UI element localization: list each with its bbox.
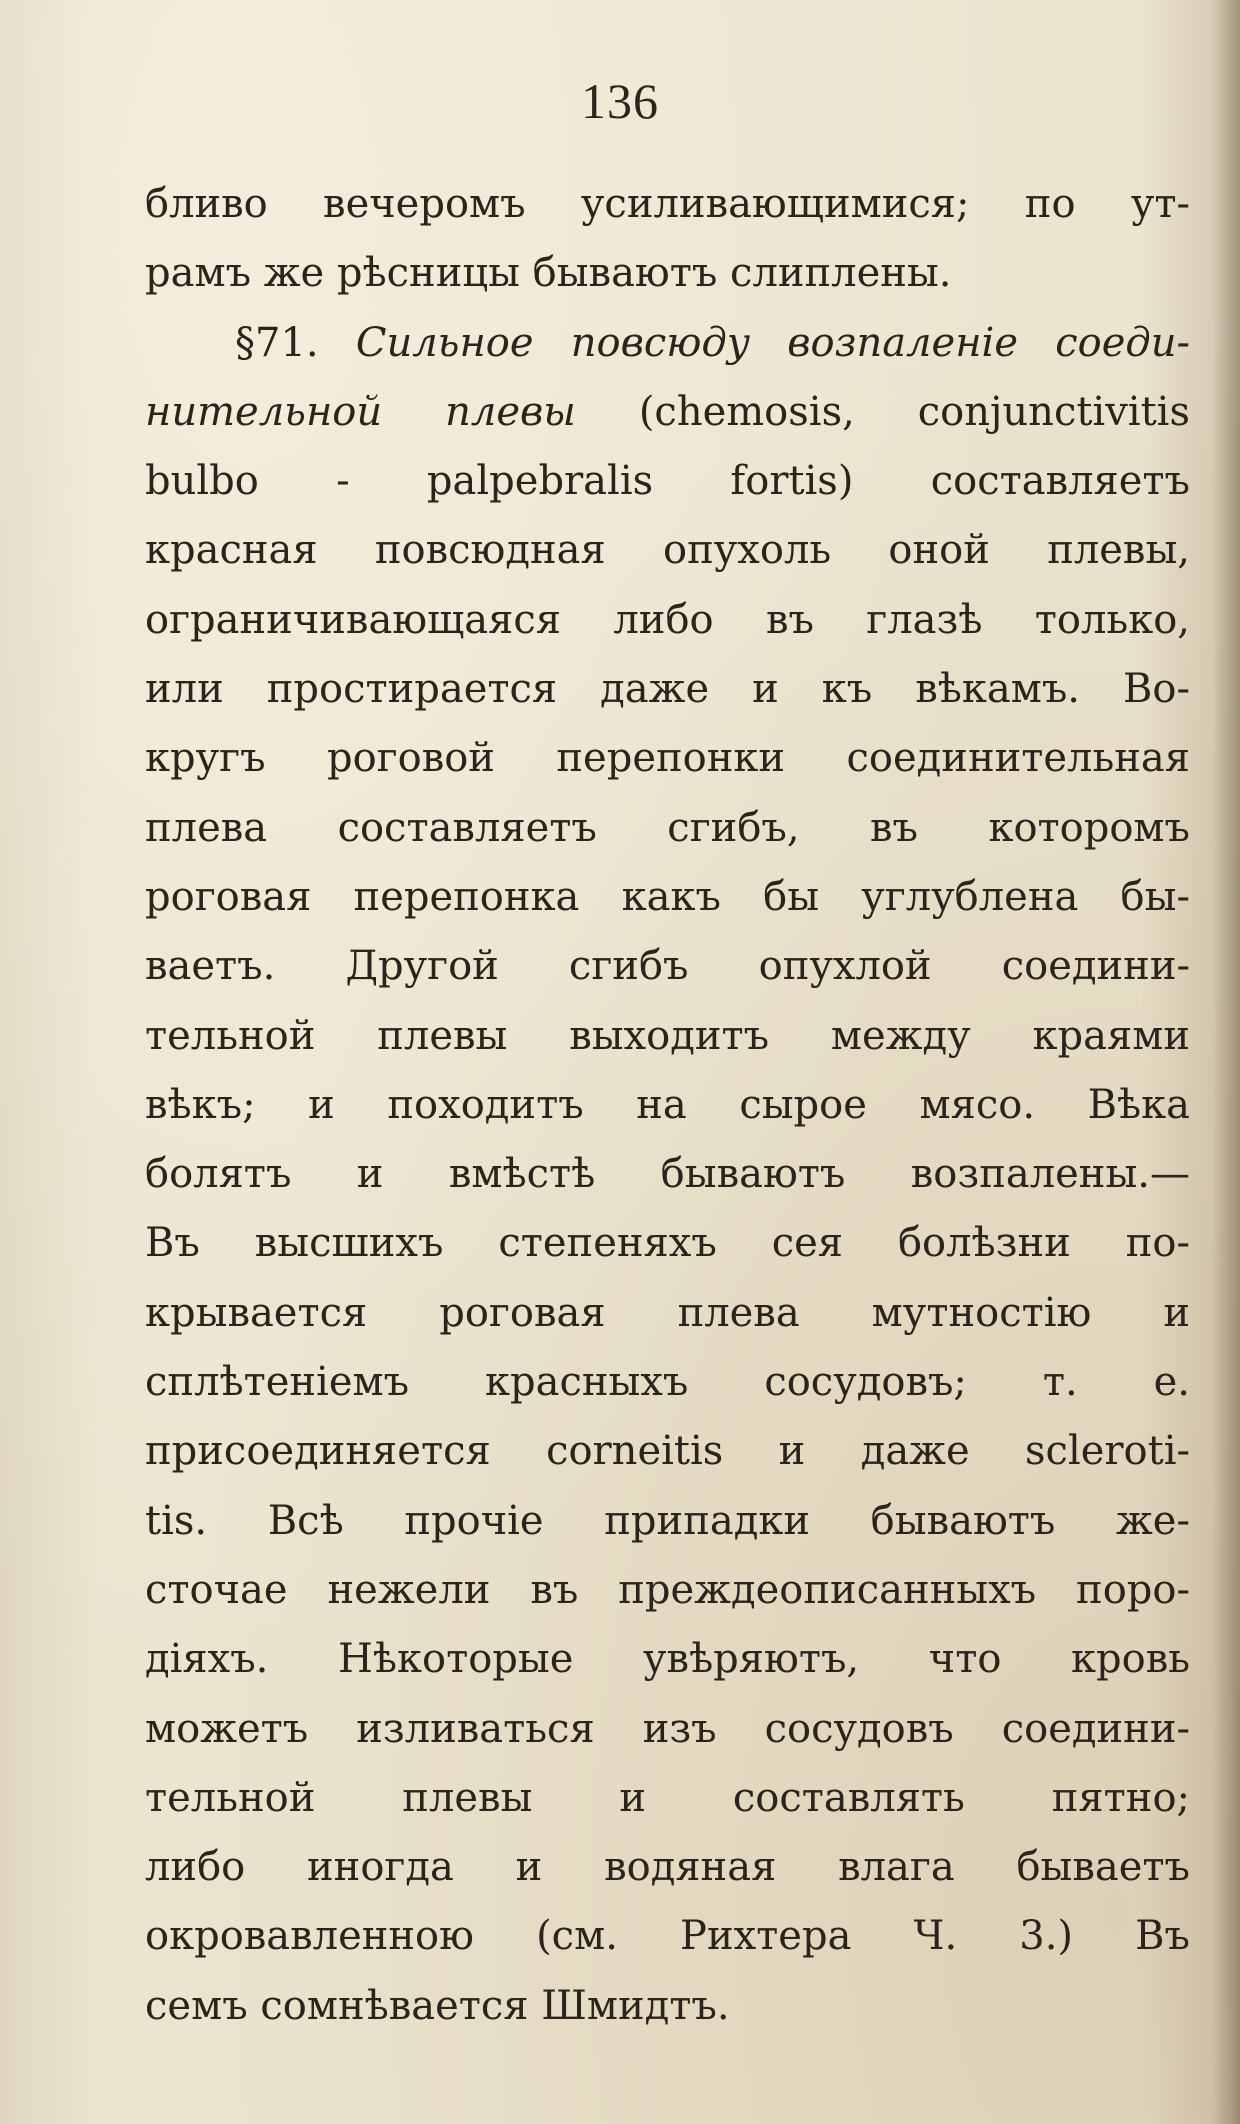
page-edge-shadow <box>1212 0 1240 2124</box>
text-line-1: бливо вечеромъ усиливающимися; по ут- <box>145 181 1190 227</box>
text-line-2: рамъ же рѣсницы бываютъ слиплены. <box>145 250 952 297</box>
text-line-19: присоединяется corneitis и даже scleroti- <box>145 1428 1190 1475</box>
text-line-9: кругъ роговой перепонки соединительная <box>145 735 1190 782</box>
text-line-13: тельной плевы выходитъ между краями <box>145 1012 1190 1059</box>
text-line-14: вѣкъ; и походитъ на сырое мясо. Вѣка <box>145 1081 1190 1128</box>
text-line-25: либо иногда и водяная влага бываетъ <box>145 1844 1190 1891</box>
text-line-17: крывается роговая плева мутностію и <box>145 1289 1190 1336</box>
page-number: 136 <box>581 73 659 129</box>
text-line-26: окровавленною (см. Рихтера Ч. 3.) Въ <box>145 1913 1190 1960</box>
text-line-3-italic: Сильное повсюду возпаленіе соеди- <box>355 319 1190 366</box>
text-line-16: Въ высшихъ степеняхъ сея болѣзни по- <box>145 1220 1190 1267</box>
text-line-24: тельной плевы и составлять пятно; <box>145 1774 1190 1821</box>
text-line-7: ограничивающаяся либо въ глазѣ только, <box>145 596 1190 643</box>
text-line-15: болятъ и вмѣстѣ бываютъ возпалены.— <box>145 1151 1190 1198</box>
text-line-11: роговая перепонка какъ бы углублена бы- <box>145 873 1190 920</box>
text-line-4-italic: нительной плевы <box>145 388 576 435</box>
text-line-12: ваетъ. Другой сгибъ опухлой соедини- <box>145 943 1190 990</box>
text-line-8: или простирается даже и къ вѣкамъ. Во- <box>145 666 1190 713</box>
text-line-18: сплѣтеніемъ красныхъ сосудовъ; т. е. <box>145 1359 1190 1406</box>
text-line-4-latin: (chemosis, conjunctivitis <box>638 388 1190 435</box>
text-line-5: bulbo - palpebralis fortis) составляетъ <box>145 458 1190 505</box>
text-line-6: красная повсюдная опухоль оной плевы, <box>145 527 1190 574</box>
text-line-23: можетъ изливаться изъ сосудовъ соедини- <box>145 1705 1190 1752</box>
text-line-10: плева составляетъ сгибъ, въ которомъ <box>145 804 1190 851</box>
text-line-20: tis. Всѣ прочіе припадки бываютъ же- <box>145 1497 1190 1544</box>
text-line-4 <box>145 378 1190 447</box>
text-line-27: семъ сомнѣвается Шмидтъ. <box>145 1982 730 2029</box>
text-line-3 <box>145 309 1190 378</box>
body-text <box>145 170 1190 2041</box>
text-line-22: діяхъ. Нѣкоторые увѣряютъ, что кровь <box>145 1636 1190 1683</box>
section-mark: §71. <box>235 319 319 366</box>
text-line-21: сточае нежели въ преждеописанныхъ поро- <box>145 1566 1190 1613</box>
